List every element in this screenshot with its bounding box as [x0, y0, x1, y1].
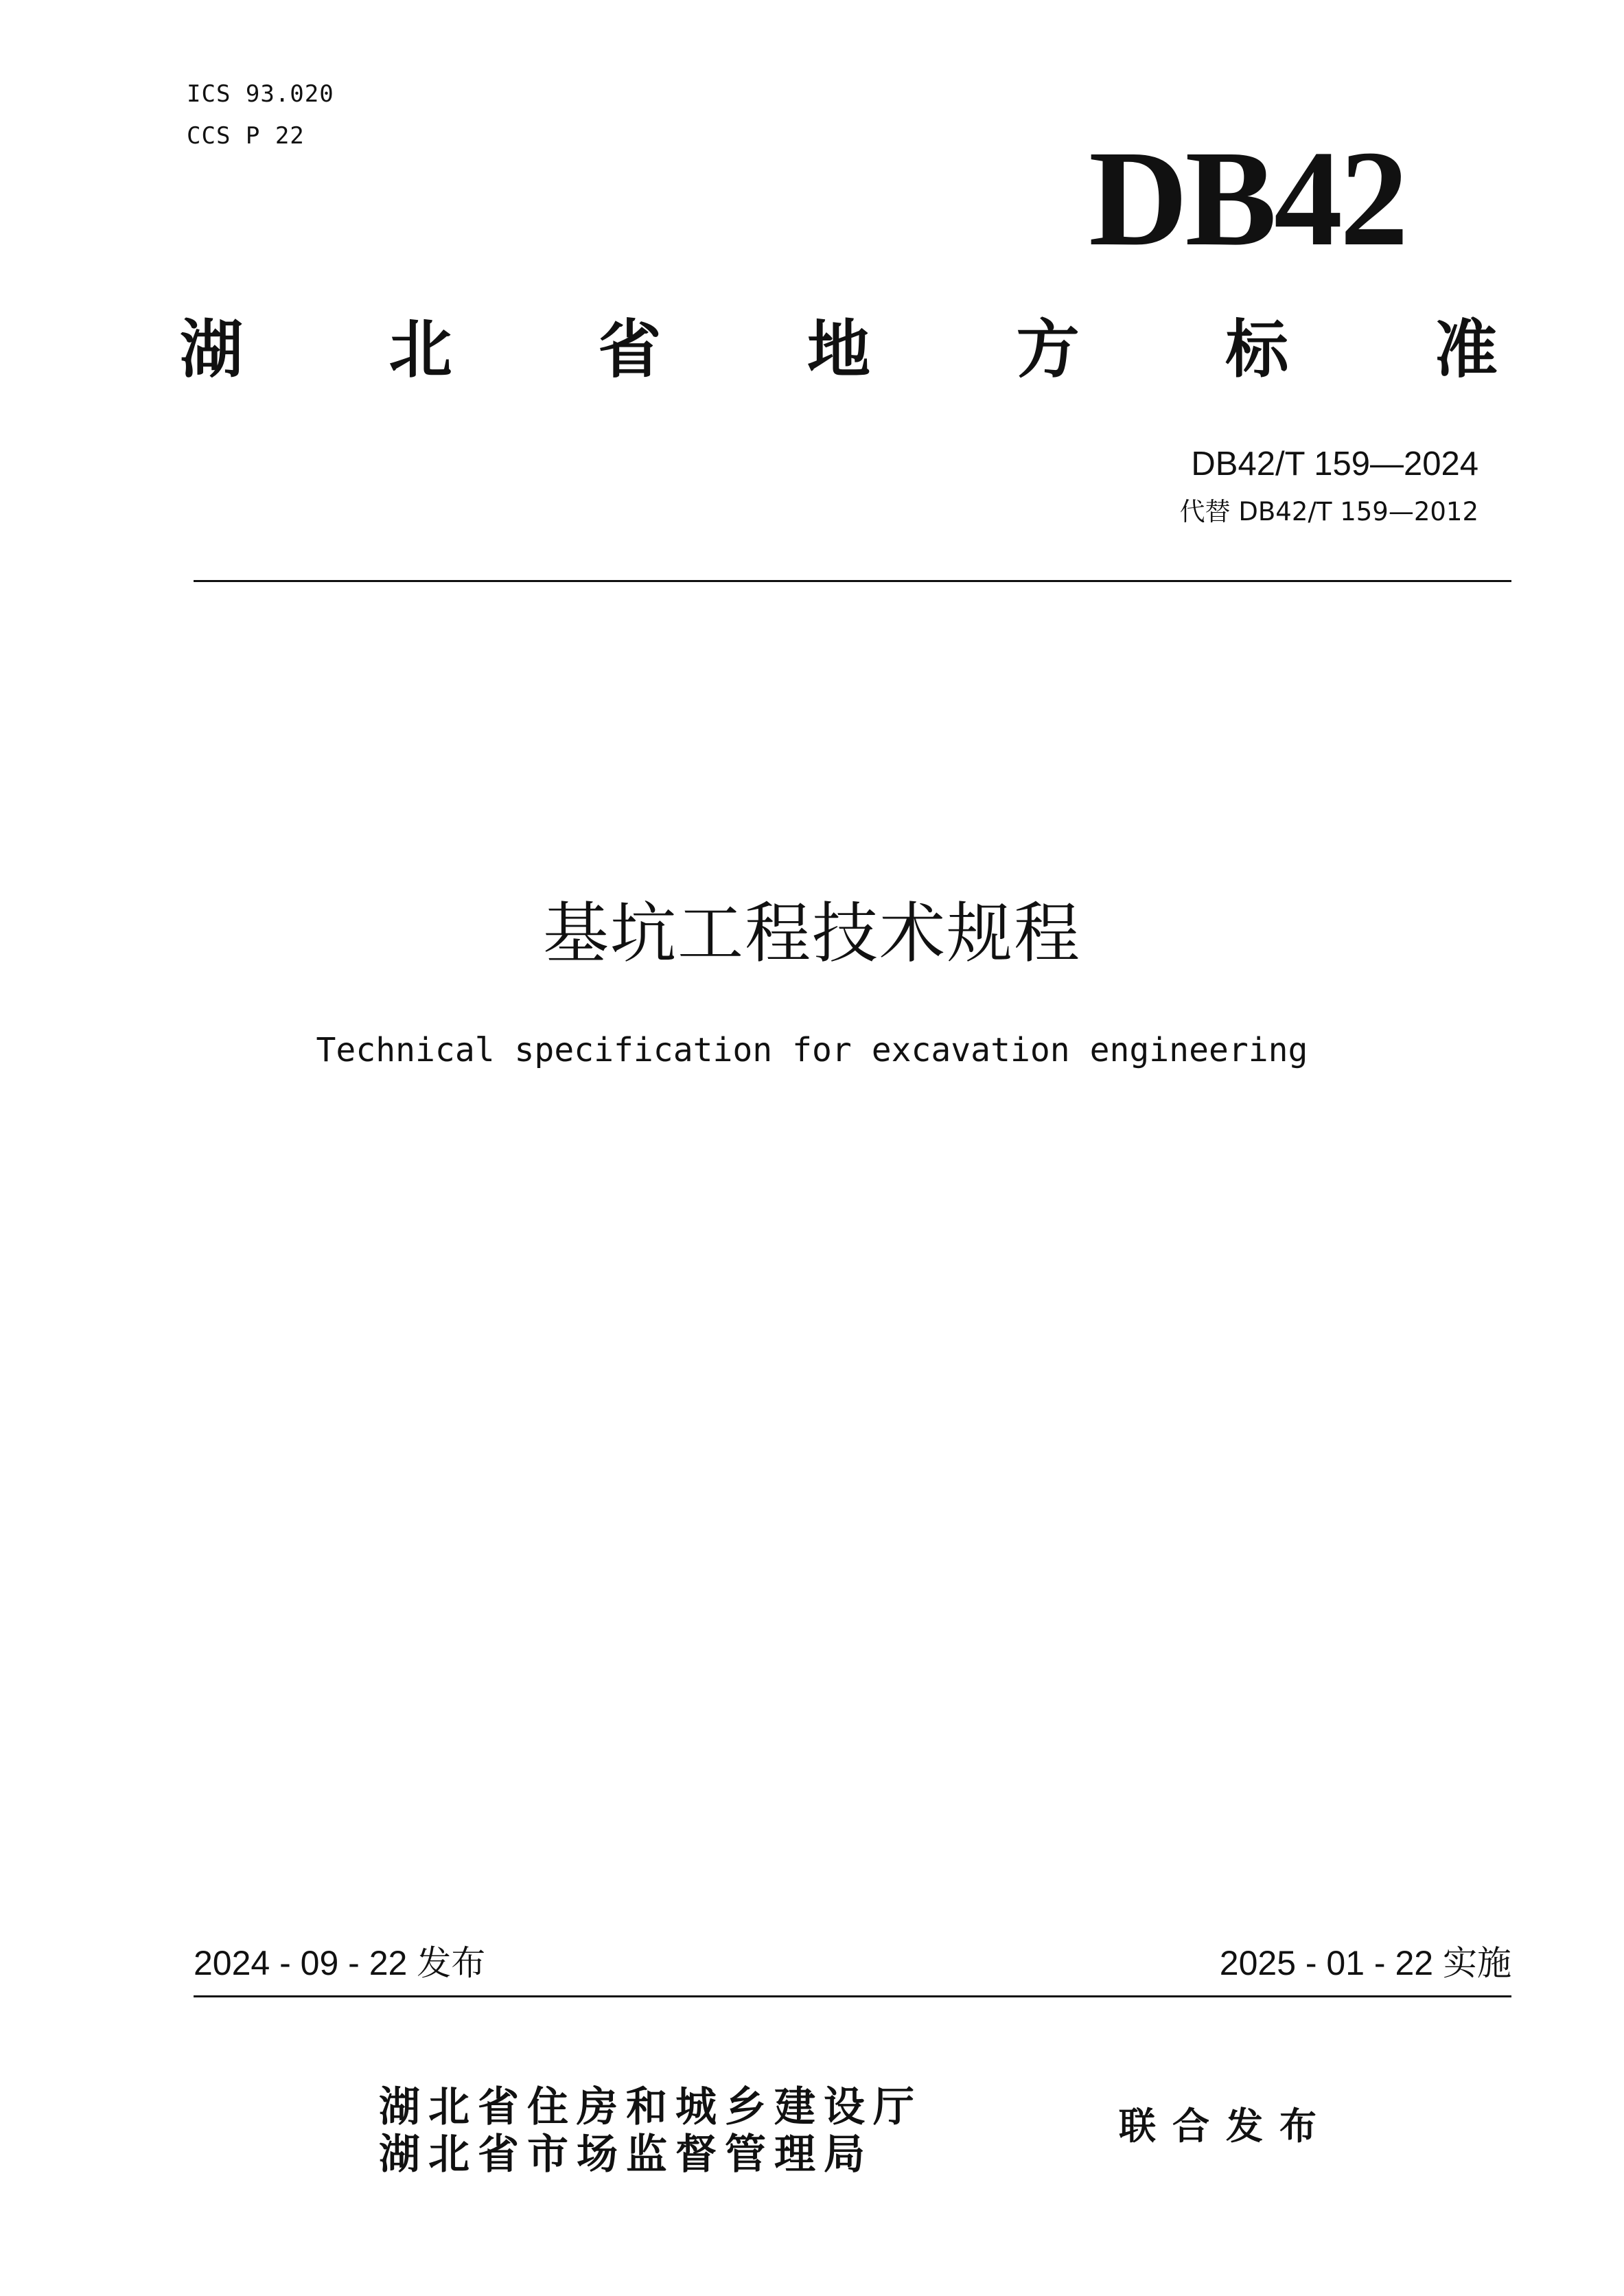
bottom-divider [194, 1995, 1511, 1997]
ccs-code: CCS P 22 [187, 122, 305, 150]
release-date: 2024 - 09 - 22 发布 [194, 1944, 486, 1982]
standard-type-heading [180, 312, 1498, 388]
top-divider [194, 580, 1511, 582]
replaces-standard: 代替 DB42/T 159—2012 [1179, 497, 1478, 526]
publisher-market-supervision: 湖北省市场监督管理局 [379, 2131, 873, 2179]
standard-type-char: 方 [1016, 313, 1080, 386]
document-title-english: Technical specification for excavation engineering [316, 1031, 1308, 1069]
standard-number: DB42/T 159—2024 [1191, 445, 1478, 483]
joint-issue-label: 联合发布 [1119, 2104, 1333, 2148]
standard-type-char: 标 [1225, 313, 1289, 386]
ics-code: ICS 93.020 [187, 80, 334, 108]
standard-type-char: 地 [807, 313, 870, 386]
standard-type-char: 省 [598, 313, 662, 386]
implementation-date: 2025 - 01 - 22 实施 [1219, 1944, 1511, 1982]
standard-type-char: 湖 [180, 313, 244, 386]
standard-type-char: 北 [388, 313, 452, 386]
document-title-chinese: 基坑工程技术规程 [543, 895, 1081, 972]
standard-type-char: 准 [1434, 313, 1498, 386]
publisher-housing-department: 湖北省住房和城乡建设厅 [379, 2083, 923, 2131]
standard-code-logo: DB42 [1089, 123, 1406, 275]
